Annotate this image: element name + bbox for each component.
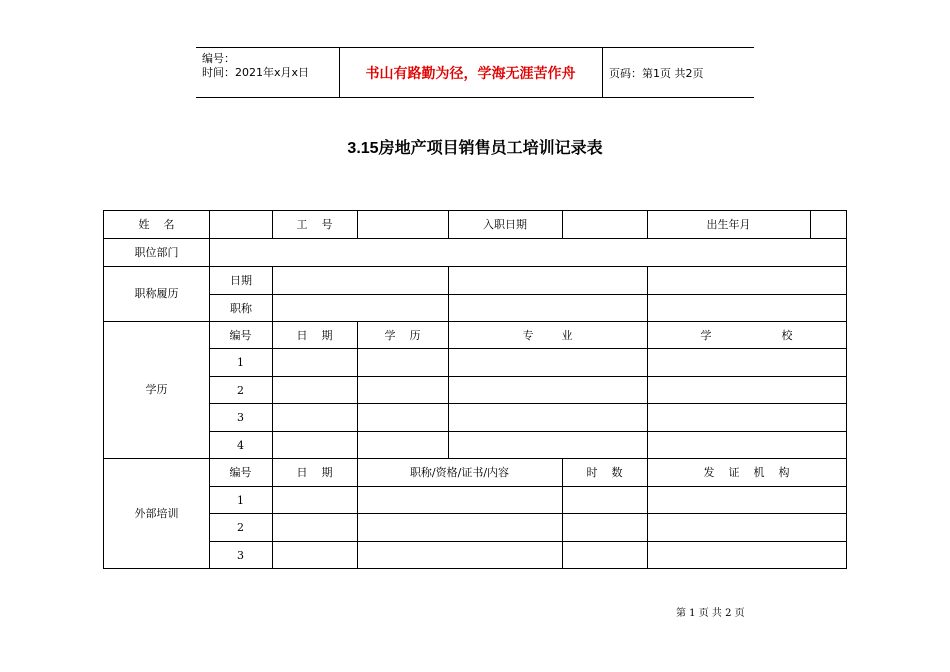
education-header-major: 专 业 (522, 329, 573, 342)
row-line (209, 294, 846, 295)
header-number-label: 编号： (202, 52, 235, 65)
row-line (209, 431, 846, 432)
title-history-section-label: 职称履历 (134, 287, 179, 300)
training-header-hours: 时 数 (586, 466, 623, 479)
birth-date-label: 出生年月 (706, 218, 751, 231)
col-line (357, 211, 358, 238)
page-footer: 第 1 页 共 2 页 (676, 608, 745, 619)
training-header-content: 职称/资格/证书/内容 (409, 466, 510, 479)
row-line (209, 513, 846, 514)
title-history-title-label: 职称 (230, 302, 252, 315)
row-line (104, 238, 846, 239)
name-label: 姓 名 (138, 218, 175, 231)
row-line (104, 266, 846, 267)
training-header-issuer: 发 证 机 构 (703, 466, 790, 479)
education-header-date: 日 期 (296, 329, 333, 342)
education-row-number: 2 (237, 384, 244, 397)
hire-date-label: 入职日期 (483, 218, 527, 231)
education-header-degree: 学 历 (384, 329, 421, 342)
row-line (209, 486, 846, 487)
header-divider (602, 48, 603, 97)
page-header (196, 47, 754, 98)
education-row-number: 3 (237, 411, 244, 424)
training-record-form (103, 210, 847, 569)
education-section-label: 学历 (145, 383, 168, 396)
col-line (562, 211, 563, 238)
training-row-number: 1 (237, 494, 244, 507)
education-row-number: 1 (237, 356, 244, 369)
header-time-label: 时间：2021年x月x日 (202, 66, 310, 79)
training-header-number: 编号 (229, 466, 252, 479)
department-label: 职位部门 (134, 246, 179, 259)
header-motto: 书山有路勤为径，学海无涯苦作舟 (365, 66, 576, 82)
row-line (209, 376, 846, 377)
training-row-number: 2 (237, 521, 244, 534)
header-meta (202, 52, 309, 80)
header-page-info: 页码：第1页 共2页 (609, 67, 704, 80)
col-line (272, 266, 273, 568)
education-header-school: 学 校 (700, 329, 793, 342)
training-header-date: 日 期 (296, 466, 333, 479)
col-line (647, 266, 648, 568)
staff-id-label: 工 号 (296, 218, 333, 231)
training-section-label: 外部培训 (134, 507, 179, 520)
document-title: 3.15房地产项目销售员工培训记录表 (347, 140, 603, 157)
col-line (448, 266, 449, 458)
education-row-number: 4 (237, 439, 244, 452)
col-line (810, 211, 811, 238)
row-line (209, 403, 846, 404)
row-line (209, 541, 846, 542)
title-history-date-label: 日期 (230, 274, 252, 287)
education-header-number: 编号 (229, 329, 252, 342)
training-row-number: 3 (237, 549, 244, 562)
